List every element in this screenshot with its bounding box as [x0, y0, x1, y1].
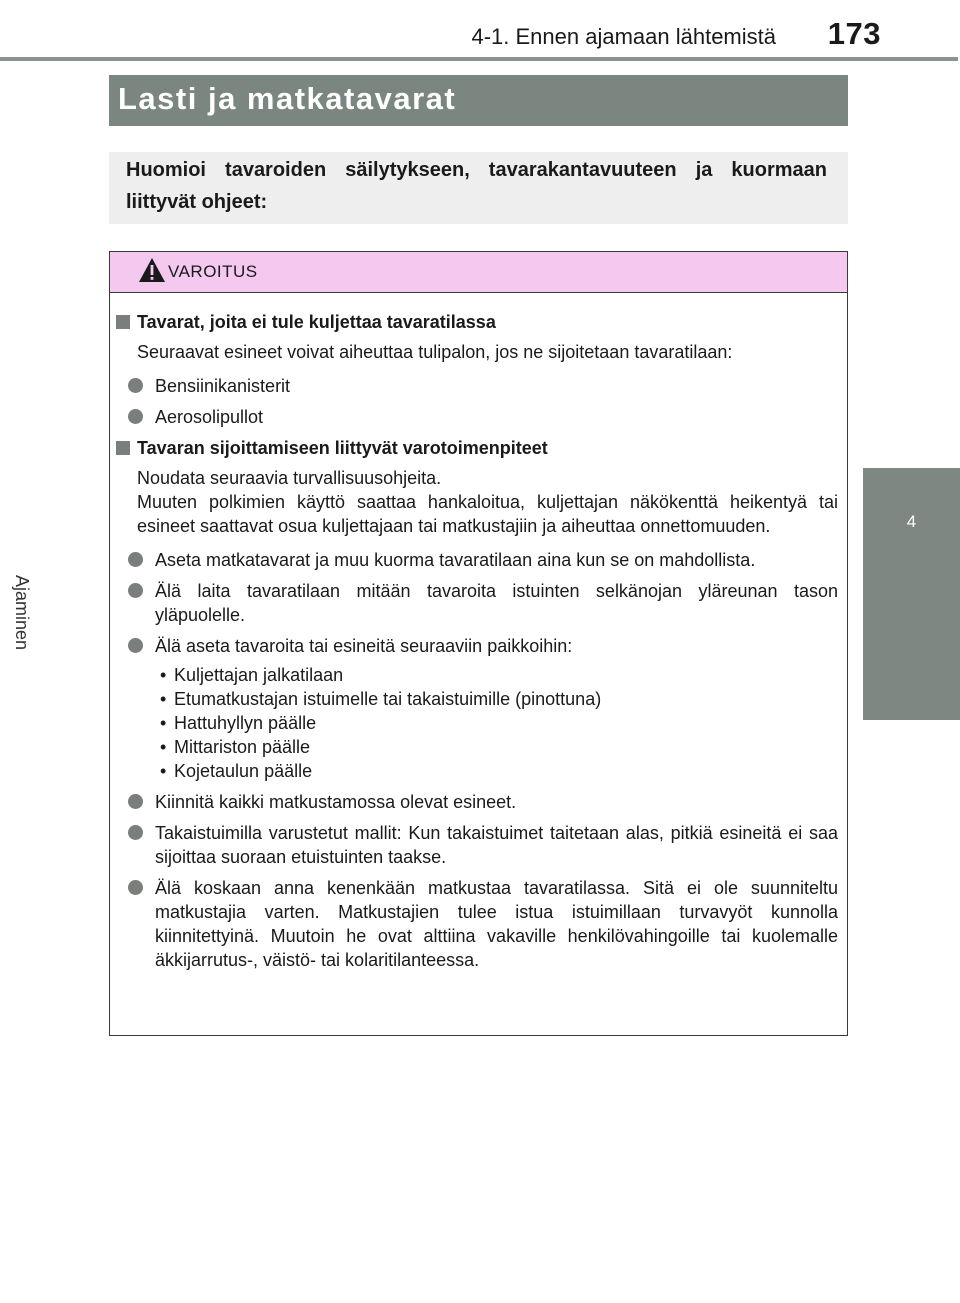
- section-title: 4-1. Ennen ajamaan lähtemistä: [471, 24, 776, 49]
- section-text: Muuten polkimien käyttö saattaa hankaloitua, kuljettajan näkökenttä heikentyä tai esineet saattavat osua kuljettajaan tai matkustajiin ja aiheuttaa onnettomuuden.: [137, 492, 838, 536]
- warning-header: [110, 252, 847, 293]
- intro-text: Huomioi tavaroiden säilytykseen, tavarakantavuuteen ja kuormaan liittyvät ohjeet:: [126, 159, 827, 213]
- round-bullet-icon: [128, 583, 143, 598]
- warning-triangle-icon: [138, 257, 166, 283]
- list-item: Älä aseta tavaroita tai esineitä seuraaviin paikkoihin:: [128, 634, 838, 658]
- list-item: Kiinnitä kaikki matkustamossa olevat esineet.: [128, 790, 838, 814]
- sub-list-item: • Etumatkustajan istuimelle tai takaistuimille (pinottuna): [160, 689, 602, 709]
- chapter-tab: [863, 468, 960, 720]
- page-title: Lasti ja matkatavarat: [118, 81, 457, 116]
- page-number: 173: [827, 16, 881, 51]
- section-heading: Tavarat, joita ei tule kuljettaa tavaratilassa: [116, 310, 847, 334]
- section-text: Noudata seuraavia turvallisuusohjeita.: [137, 468, 442, 488]
- sub-list-item: • Mittariston päälle: [160, 737, 311, 757]
- list-item: Aseta matkatavarat ja muu kuorma tavaratilaan aina kun se on mahdollista.: [128, 548, 838, 572]
- section-heading: Tavaran sijoittamiseen liittyvät varotoimenpiteet: [116, 436, 847, 460]
- list-item: Älä laita tavaratilaan mitään tavaroita istuinten selkänojan yläreunan tason yläpuolelle.: [128, 579, 838, 627]
- list-item: Älä koskaan anna kenenkään matkustaa tavaratilassa. Sitä ei ole suunniteltu matkustajia varten. Matkustajien tulee istua istuimillaan turvavyöt kunnolla kiinnitettyinä. Muutoin he ovat alttiina vakaville henkilövahingoille tai kuolemalle äkkijarrutus-, väistö- tai kolaritilanteessa.: [128, 876, 838, 972]
- round-bullet-icon: [128, 880, 143, 895]
- square-bullet-icon: [116, 441, 130, 455]
- chapter-label: Ajaminen: [12, 575, 32, 651]
- chapter-number: 4: [906, 512, 917, 531]
- sub-list-item: • Kuljettajan jalkatilaan: [160, 665, 344, 685]
- list-item: Bensiinikanisterit: [128, 374, 838, 398]
- list-item: Takaistuimilla varustetut mallit: Kun takaistuimet taitetaan alas, pitkiä esineitä ei saa sijoittaa suoraan etuistuinten taakse.: [128, 821, 838, 869]
- round-bullet-icon: [128, 552, 143, 567]
- list-item: Aerosolipullot: [128, 405, 838, 429]
- sub-list-item: • Kojetaulun päälle: [160, 761, 313, 781]
- square-bullet-icon: [116, 315, 130, 329]
- round-bullet-icon: [128, 409, 143, 424]
- warning-title: VAROITUS: [168, 262, 258, 281]
- warning-box: [109, 251, 848, 1036]
- round-bullet-icon: [128, 378, 143, 393]
- page-title-bar: [109, 75, 848, 126]
- warning-content: [110, 310, 847, 979]
- intro-box: [109, 152, 848, 224]
- round-bullet-icon: [128, 825, 143, 840]
- section-text: Seuraavat esineet voivat aiheuttaa tulipalon, jos ne sijoitetaan tavaratilaan:: [137, 342, 733, 362]
- sub-list: [110, 663, 847, 783]
- round-bullet-icon: [128, 794, 143, 809]
- round-bullet-icon: [128, 638, 143, 653]
- header-rule: [0, 57, 958, 61]
- sub-list-item: • Hattuhyllyn päälle: [160, 713, 317, 733]
